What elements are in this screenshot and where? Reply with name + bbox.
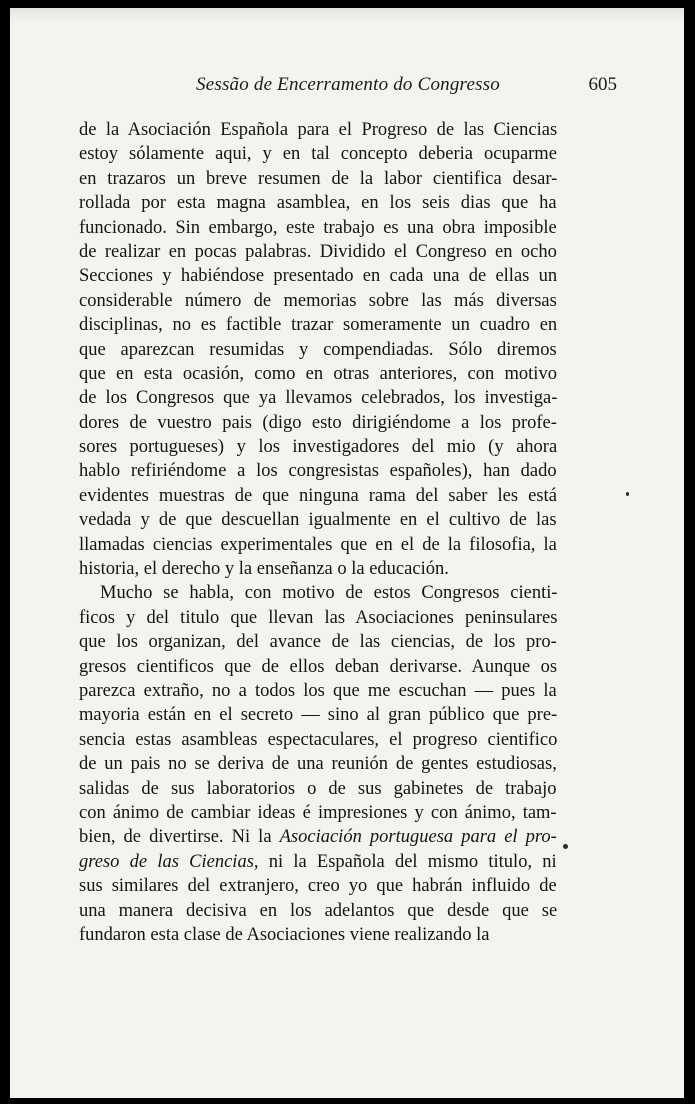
text-line: llamadas ciencias experimentales que en el de la filosofia, la xyxy=(79,534,557,555)
running-head-title: Sessão de Encerramento do Congresso xyxy=(196,74,500,95)
text-line: que en esta ocasión, como en otras anteriores, con motivo xyxy=(79,363,557,384)
text-line-mixed xyxy=(79,825,557,849)
text-line: evidentes muestras de que ninguna rama del saber les está xyxy=(79,485,557,506)
text-line: considerable número de memorias sobre las más diversas xyxy=(79,290,557,311)
text-line: vedada y de que descuellan igualmente en el cultivo de las xyxy=(79,510,557,531)
text-line: de un pais no se deriva de una reunión de gentes estudiosas, xyxy=(79,754,557,775)
text-line: rollada por esta magna asamblea, en los seis dias que ha xyxy=(79,193,557,214)
text-line: una manera decisiva en los adelantos que desde que se xyxy=(79,900,558,921)
text-line: estoy sólamente aqui, y en tal concepto deberia ocuparme xyxy=(79,144,557,165)
running-head xyxy=(79,74,617,104)
text-line: de los Congresos que ya llevamos celebrados, los investiga- xyxy=(79,388,558,409)
text-line: de realizar en pocas palabras. Dividido el Congreso en ocho xyxy=(79,241,557,262)
text-line: dores de vuestro pais (digo esto dirigiéndome a los profe- xyxy=(79,412,557,433)
text-line: hablo refiriéndome a los congresistas españoles), han dado xyxy=(79,461,557,482)
paragraph-1 xyxy=(79,118,557,581)
text-line: sus similares del extranjero, creo yo que habrán influido de xyxy=(79,876,557,897)
text-line: gresos cientificos que de ellos deban derivarse. Aunque os xyxy=(79,656,558,677)
text-line: historia, el derecho y la enseñanza o la educación. xyxy=(79,559,449,580)
text-line: sores portugueses) y los investigadores del mio (y ahora xyxy=(79,437,558,458)
book-page xyxy=(10,8,684,1098)
text-line: en trazaros un breve resumen de la labor cientifica desar- xyxy=(79,168,558,189)
italic-title: Asociación portuguesa para el pro- xyxy=(279,827,557,848)
body-text xyxy=(79,118,557,947)
text-line: parezca extraño, no a todos los que me escuchan — pues la xyxy=(79,680,557,701)
paper-speck xyxy=(563,844,568,849)
text-line: de la Asociación Española para el Progreso de las Ciencias xyxy=(79,120,558,140)
text-line: sencia estas asambleas espectaculares, el progreso cientifico xyxy=(79,729,558,750)
text-line: que aparezcan resumidas y compendiadas. Sólo diremos xyxy=(79,339,557,360)
paragraph-2 xyxy=(79,581,557,947)
text-line: disciplinas, no es factible trazar someramente un cuadro en xyxy=(79,315,558,336)
text-line: ficos y del titulo que llevan las Asociaciones peninsulares xyxy=(79,607,558,628)
text-segment: bien, de divertirse. Ni la xyxy=(79,827,272,848)
text-line-mixed xyxy=(79,850,557,874)
text-line: con ánimo de cambiar ideas é impresiones y con ánimo, tam- xyxy=(79,802,557,823)
text-line: salidas de sus laboratorios o de sus gabinetes de trabajo xyxy=(79,778,557,799)
page-top-shadow xyxy=(10,8,684,22)
text-line: funcionado. Sin embargo, este trabajo es una obra imposible xyxy=(79,217,557,238)
text-line: Mucho se habla, con motivo de estos Congresos cienti- xyxy=(100,583,558,604)
paper-speck xyxy=(626,492,629,496)
text-line: mayoria están en el secreto — sino al gran público que pre- xyxy=(79,705,558,726)
text-line: fundaron esta clase de Asociaciones viene realizando la xyxy=(79,924,490,945)
text-line: que los organizan, del avance de las ciencias, de los pro- xyxy=(79,632,557,653)
italic-title: greso de las Ciencias, xyxy=(79,851,259,872)
text-line: Secciones y habiéndose presentado en cada una de ellas un xyxy=(79,266,558,287)
page-number: 605 xyxy=(588,74,617,95)
text-segment: ni la Española del mismo titulo, ni xyxy=(258,851,557,872)
